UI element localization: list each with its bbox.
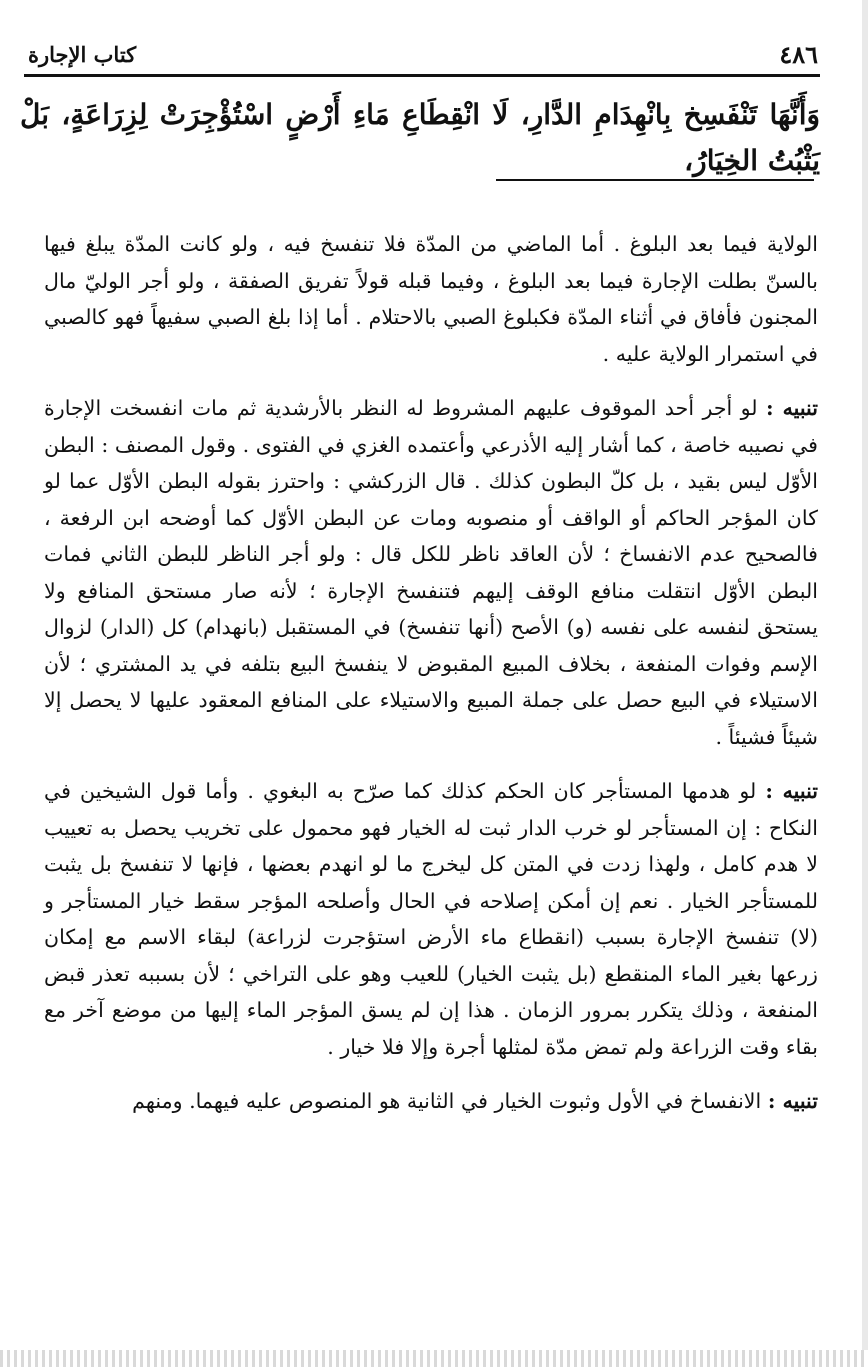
footnote-separator (496, 179, 814, 181)
header-rule (24, 74, 820, 77)
tanbih-paragraph (44, 773, 818, 1065)
tanbih-label: تنبيه : (767, 1089, 818, 1113)
running-title: كتاب الإجارة (28, 42, 137, 67)
commentary-body (44, 226, 818, 1120)
tanbih-text: الانفساخ في الأول وثبوت الخيار في الثانية هو المنصوص عليه فيهما. ومنهم (132, 1089, 762, 1113)
commentary-paragraph: الولاية فيما بعد البلوغ . أما الماضي من المدّة فلا تنفسخ فيه ، ولو كانت المدّة يبلغ فيها بالسنّ بطلت الإجارة فيما بعد البلوغ ، وفيما قبله قولاً تفريق الصفقة ، ولو أجر الوليّ مال المجنون فأفاق في أثناء المدّة فكبلوغ الصبي بالاحتلام . أما إذا بلغ الصبي سفيهاً فهو كالصبي في استمرار الولاية عليه . (44, 232, 818, 366)
tanbih-label: تنبيه : (765, 396, 818, 420)
page-edge (862, 0, 868, 1367)
tanbih-text: لو أجر أحد الموقوف عليهم المشروط له النظر بالأرشدية ثم مات انفسخت الإجارة في نصيبه خاصة ، كما أشار إليه الأذرعي وأعتمده الغزي في الفتوى . وقول المصنف : البطن الأوّل ليس بقيد ، بل كلّ البطون كذلك . قال الزركشي : واحترز بقوله البطن الأوّل عما لو كان المؤجر الحاكم أو الواقف أو منصوبه ومات عن البطن الأوّل كما أوضحه ابن الرفعة ، فالصحيح عدم الانفساخ ؛ لأن العاقد ناظر للكل قال : ولو أجر الناظر للبطن الثاني فمات البطن الأوّل انتقلت منافع الوقف إليهم فتنفسخ الإجارة ؛ لأنه صار مستحق المنافع ولا يستحق لنفسه على نفسه (و) الأصح (أنها تنفسخ) في المستقبل (بانهدام) كل (الدار) لزوال الإسم وفوات المنفعة ، بخلاف المبيع المقبوض لا ينفسخ البيع بتلفه في يد المشتري ؛ لأن الاستيلاء في البيع حصل على جملة المبيع والاستيلاء على المنافع المعقود عليها لا يحصل إلا شيئاً فشيئاً . (44, 396, 818, 749)
tanbih-label: تنبيه : (765, 779, 819, 803)
tanbih-paragraph (44, 390, 818, 755)
matn-text: وَأَنَّهَا تَنْفَسِخ بِانْهِدَامِ الدَّارِ، لَا انْقِطَاعِ مَاءِ أَرْضٍ اسْتُؤْجِرَتْ لِزِرَاعَةٍ، بَلْ يَثْبُتُ الخِيَارُ، (20, 98, 820, 177)
tanbih-paragraph (44, 1083, 818, 1120)
page-number: ٤٨٦ (779, 40, 818, 69)
scan-edge-band (0, 1350, 868, 1367)
page-header (28, 38, 818, 74)
tanbih-text: لو هدمها المستأجر كان الحكم كذلك كما صرّح به البغوي . وأما قول الشيخين في النكاح : إن المستأجر لو خرب الدار ثبت له الخيار فهو محمول على تخريب يحصل به تعييب لا هدم كامل ، ولهذا زدت في المتن كل ليخرج ما لو انهدم بعضها ، فإنها لا تنفسخ بل يثبت للمستأجر الخيار . نعم إن أمكن إصلاحه في الحال وأصلحه المؤجر سقط خيار المستأجر و (لا) تنفسخ الإجارة بسبب (انقطاع ماء الأرض استؤجرت لزراعة) لبقاء الاسم مع إمكان زرعها بغير الماء المنقطع (بل يثبت الخيار) للعيب وهو على التراخي ؛ لأن بسببه تعذر قبض المنفعة ، وذلك يتكرر بمرور الزمان . هذا إن لم يسق المؤجر الماء إليها من موضع آخر مع بقاء وقت الزراعة ولم تمض مدّة لمثلها أجرة وإلا فلا خيار . (44, 779, 818, 1059)
